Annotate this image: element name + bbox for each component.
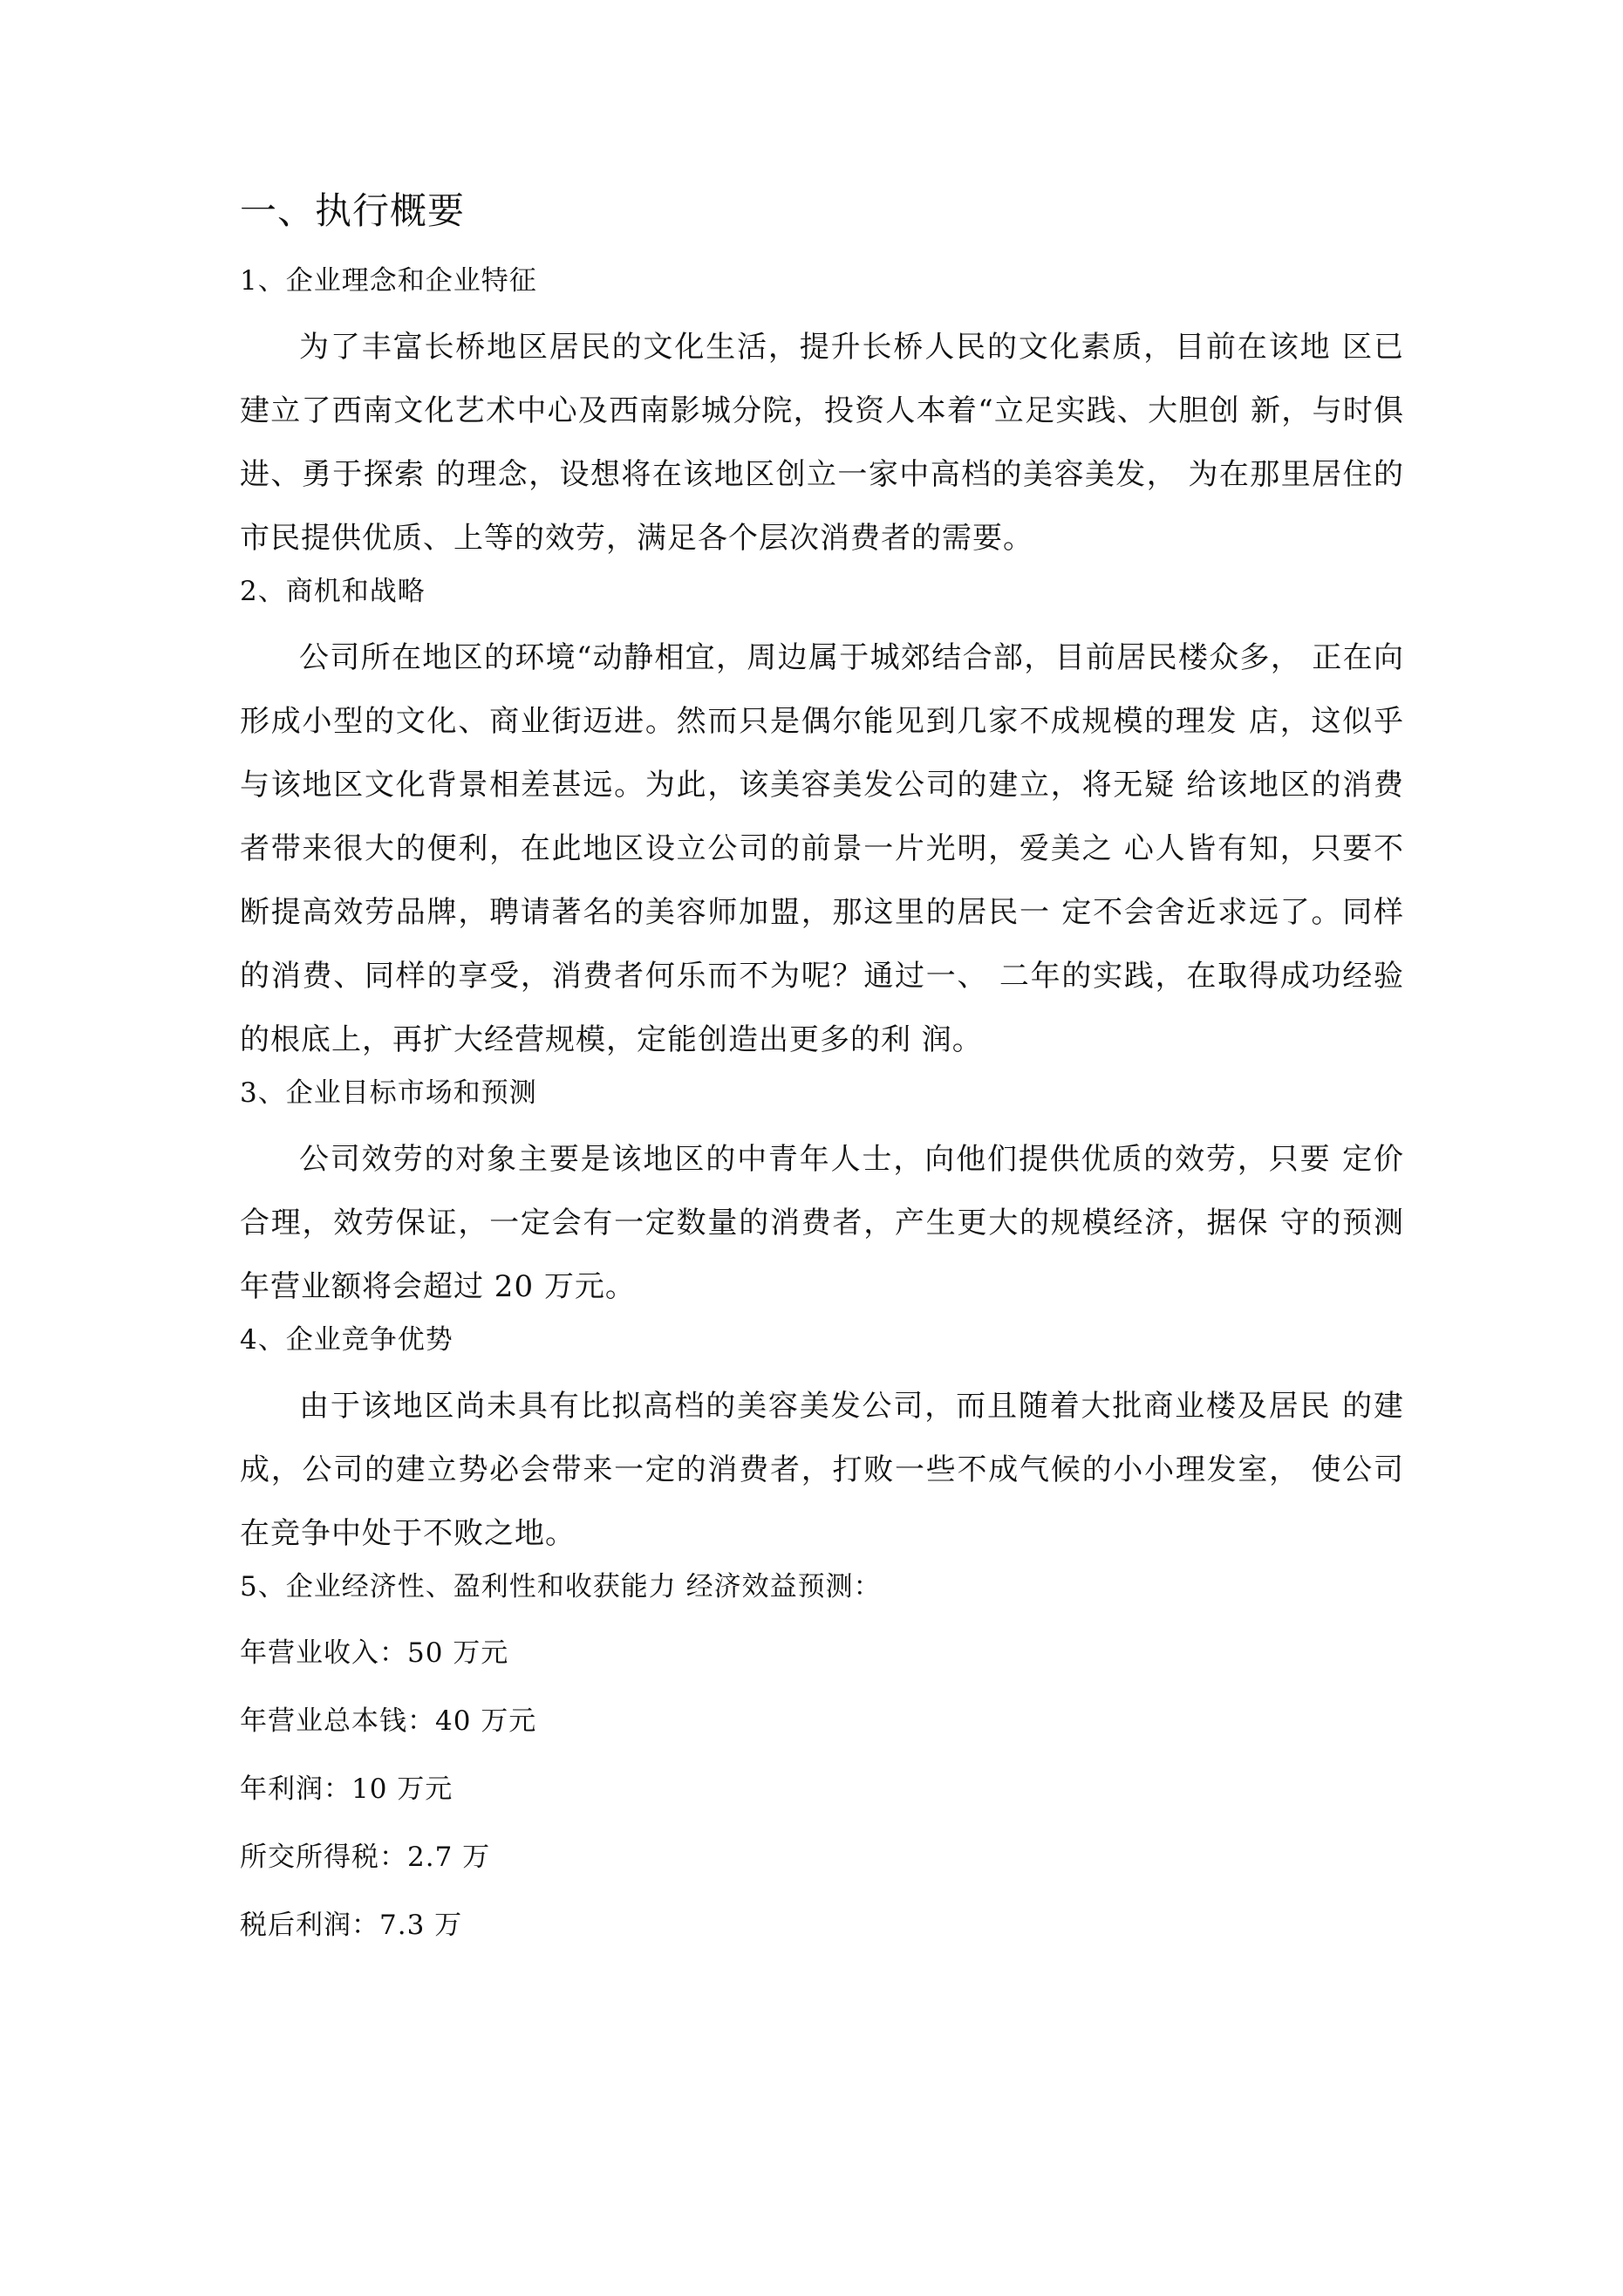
section-paragraph: 由于该地区尚未具有比拟高档的美容美发公司，而且随着大批商业楼及居民 的建成，公司的建立势必会带来一定的消费者，打败一些不成气候的小小理发室， 使公司在竞争中处于不败之地。 (240, 1389, 1404, 1551)
annual-total-cost: 年营业总本钱：40 万元 (240, 1705, 537, 1737)
section-heading: 3、企业目标市场和预测 (240, 1077, 537, 1109)
section-5 (240, 1569, 1404, 1943)
section-heading: 2、商机和战略 (240, 576, 426, 607)
document-title: 一、执行概要 (240, 189, 466, 232)
financial-forecast-list (240, 1636, 1404, 1943)
section-heading: 5、企业经济性、盈利性和收获能力 经济效益预测： (240, 1571, 882, 1602)
section-paragraph: 公司效劳的对象主要是该地区的中青年人士，向他们提供优质的效劳，只要 定价合理，效劳保证，一定会有一定数量的消费者，产生更大的规模经济，据保 守的预测年营业额将会超过 20 万元。 (240, 1142, 1404, 1304)
document-body (240, 185, 1404, 1976)
section-heading: 1、企业理念和企业特征 (240, 265, 537, 297)
annual-revenue: 年营业收入：50 万元 (240, 1637, 509, 1669)
annual-profit: 年利润：10 万元 (240, 1773, 453, 1805)
section-1 (240, 263, 1404, 571)
section-paragraph: 为了丰富长桥地区居民的文化生活，提升长桥人民的文化素质，目前在该地 区已建立了西南文化艺术中心及西南影城分院，投资人本着“立足实践、大胆创 新，与时俱进、勇于探索 的理念，设想将在该地区创立一家中高档的美容美发， 为在那里居住的市民提供优质、上等的效劳，满足各个层次消费者的需要。 (240, 330, 1404, 556)
income-tax-paid: 所交所得税：2.7 万 (240, 1842, 491, 1873)
section-3 (240, 1076, 1404, 1319)
section-paragraph: 公司所在地区的环境“动静相宜，周边属于城郊结合部，目前居民楼众多， 正在向形成小型的文化、商业街迈进。然而只是偶尔能见到几家不成规模的理发 店，这似乎与该地区文化背景相差甚远。为此，该美容美发公司的建立，将无疑 给该地区的消费者带来很大的便利，在此地区设立公司的前景一片光明，爱美之 心人皆有知，只要不断提高效劳品牌，聘请著名的美容师加盟，那这里的居民一 定不会舍近求远了。同样的消费、同样的享受，消费者何乐而不为呢？通过一、 二年的实践，在取得成功经验的根底上，再扩大经营规模，定能创造出更多的利 润。 (240, 640, 1404, 1057)
section-2 (240, 574, 1404, 1072)
section-heading: 4、企业竞争优势 (240, 1324, 453, 1356)
section-4 (240, 1322, 1404, 1566)
after-tax-profit: 税后利润：7.3 万 (240, 1910, 463, 1941)
